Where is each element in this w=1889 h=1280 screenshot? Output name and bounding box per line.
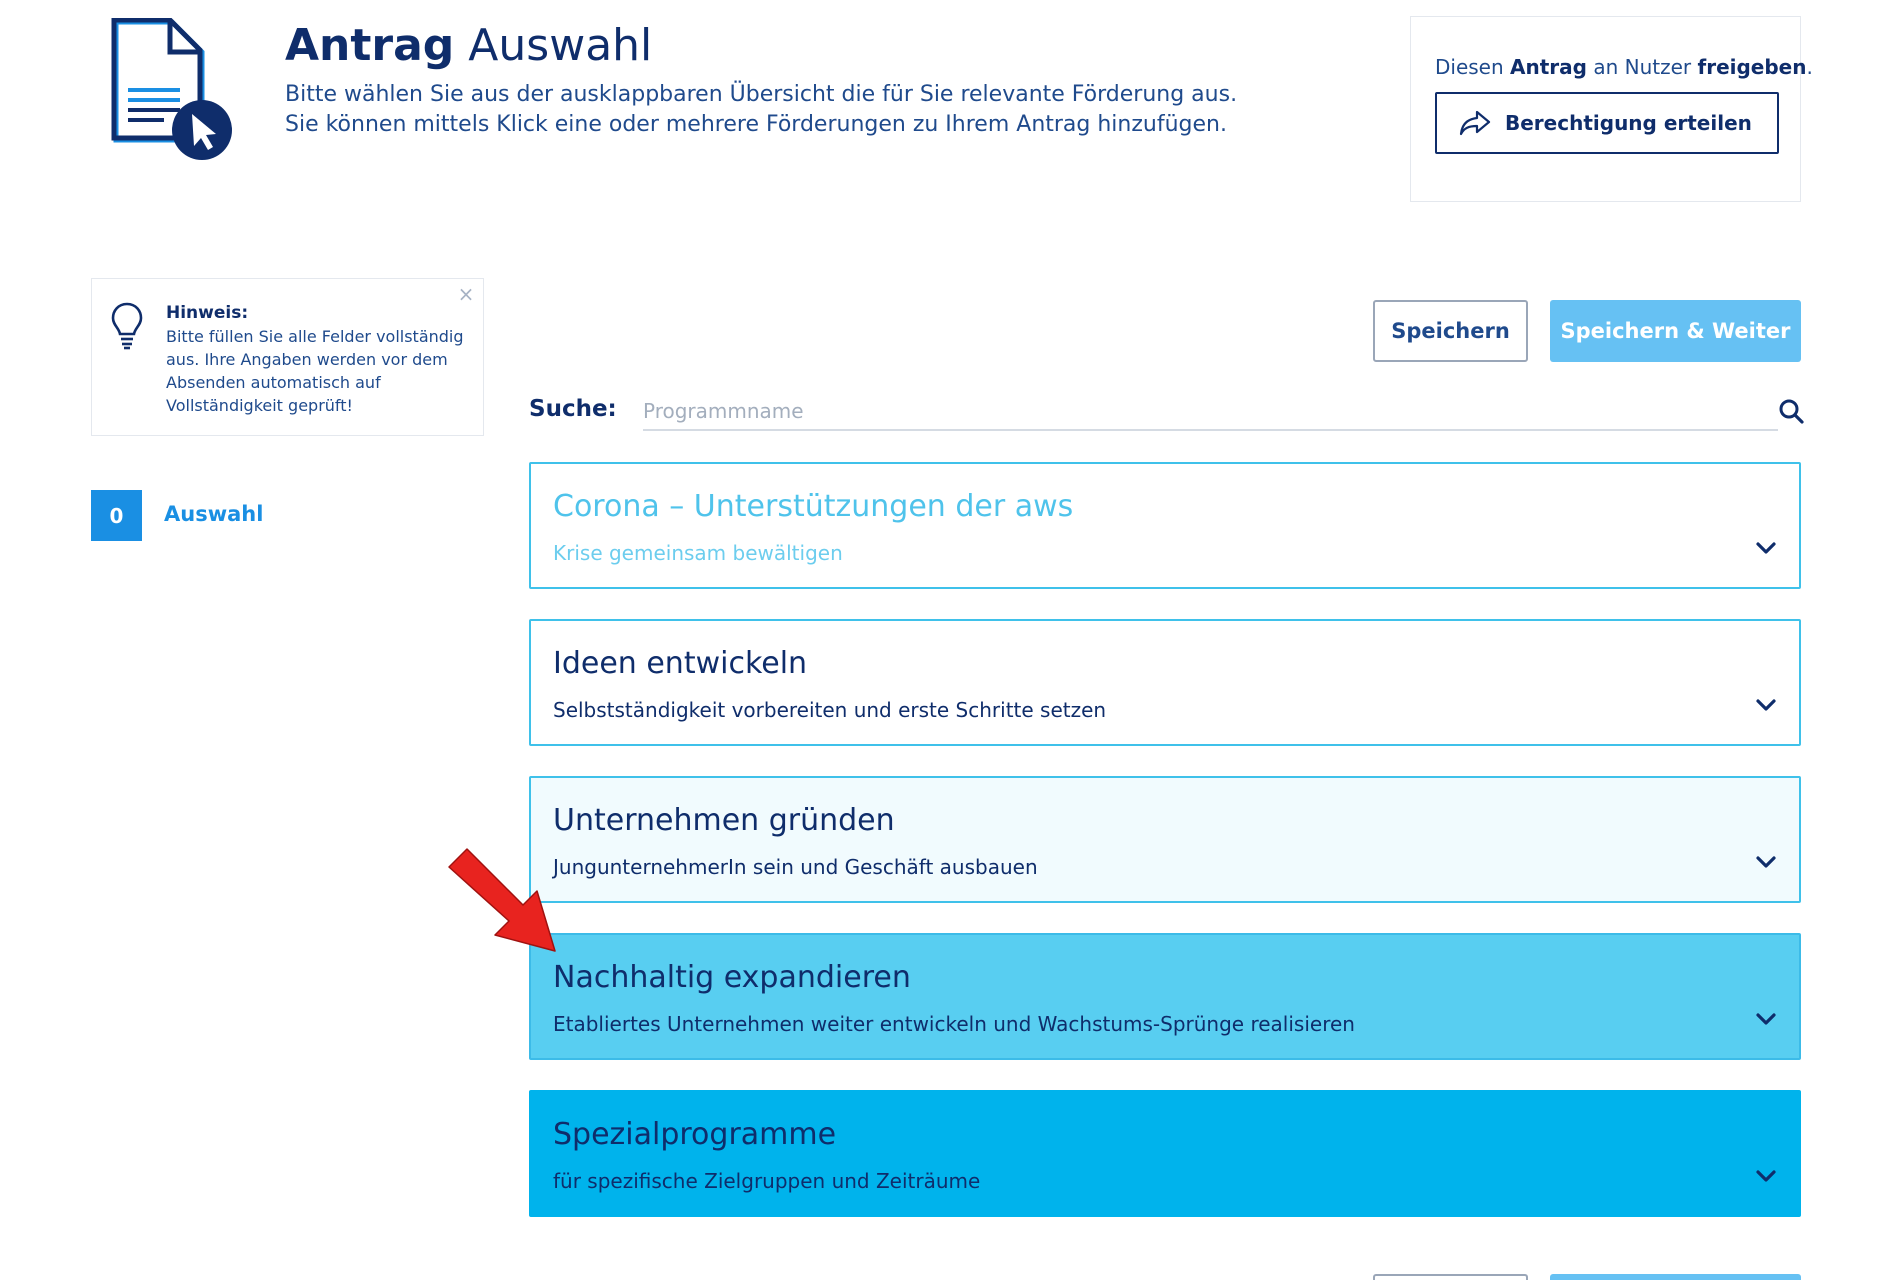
chevron-down-icon[interactable] (1755, 697, 1777, 713)
save-and-continue-button[interactable]: Speichern & Weiter (1550, 300, 1801, 362)
share-panel (1410, 16, 1813, 202)
program-title: Ideen entwickeln (553, 646, 808, 681)
grant-permission-button[interactable] (1435, 92, 1779, 154)
lightbulb-icon (110, 301, 144, 351)
page-intro: Bitte wählen Sie aus der ausklappbaren Übersicht die für Sie relevante Förderung aus. Sie können mittels Klick eine oder mehrere Förderungen zu Ihrem Antrag hinzufügen. (285, 82, 1238, 137)
close-icon[interactable]: × (457, 282, 475, 306)
program-card-gruenden[interactable] (529, 776, 1801, 903)
program-card-ideen[interactable] (529, 619, 1801, 746)
hint-title: Hinweis: (166, 303, 249, 323)
program-title: Spezialprogramme (553, 1117, 837, 1152)
share-description: Diesen Antrag an Nutzer freigeben. (1435, 55, 1813, 79)
save-button[interactable]: Speichern (1373, 300, 1528, 362)
search-input[interactable] (643, 393, 1778, 431)
program-card-spezial[interactable] (529, 1090, 1801, 1217)
program-subtitle: Selbstständigkeit vorbereiten und erste Schritte setzen (553, 698, 1107, 722)
search-icon[interactable] (1778, 398, 1804, 424)
program-subtitle: Etabliertes Unternehmen weiter entwickeln und Wachstums-Sprünge realisieren (553, 1012, 1355, 1036)
annotation-arrow-icon (445, 845, 560, 955)
selection-link[interactable]: Auswahl (164, 502, 264, 526)
chevron-down-icon[interactable] (1755, 1168, 1777, 1184)
program-title: Unternehmen gründen (553, 803, 895, 838)
chevron-down-icon[interactable] (1755, 1011, 1777, 1027)
program-subtitle: Krise gemeinsam bewältigen (553, 541, 843, 565)
hint-box (91, 278, 484, 436)
chevron-down-icon[interactable] (1755, 540, 1777, 556)
grant-permission-label: Berechtigung erteilen (1505, 111, 1752, 135)
program-title: Corona – Unterstützungen der aws (553, 489, 1074, 524)
hint-text: Bitte füllen Sie alle Felder vollständig aus. Ihre Angaben werden vor dem Absenden automatisch auf Vollständigkeit geprüft! (166, 327, 464, 415)
program-card-corona[interactable] (529, 462, 1801, 589)
save-and-continue-button-bottom[interactable] (1550, 1274, 1801, 1280)
page-title: Antrag Auswahl (285, 20, 653, 71)
program-subtitle: JungunternehmerIn sein und Geschäft ausbauen (553, 855, 1038, 879)
program-subtitle: für spezifische Zielgruppen und Zeiträume (553, 1169, 981, 1193)
save-button-bottom[interactable] (1373, 1274, 1528, 1280)
document-cursor-icon (108, 18, 238, 164)
search-label: Suche: (529, 396, 617, 422)
program-card-expandieren[interactable] (529, 933, 1801, 1060)
chevron-down-icon[interactable] (1755, 854, 1777, 870)
share-arrow-icon (1459, 110, 1491, 136)
selection-count-badge: 0 (91, 490, 142, 541)
program-title: Nachhaltig expandieren (553, 960, 911, 995)
